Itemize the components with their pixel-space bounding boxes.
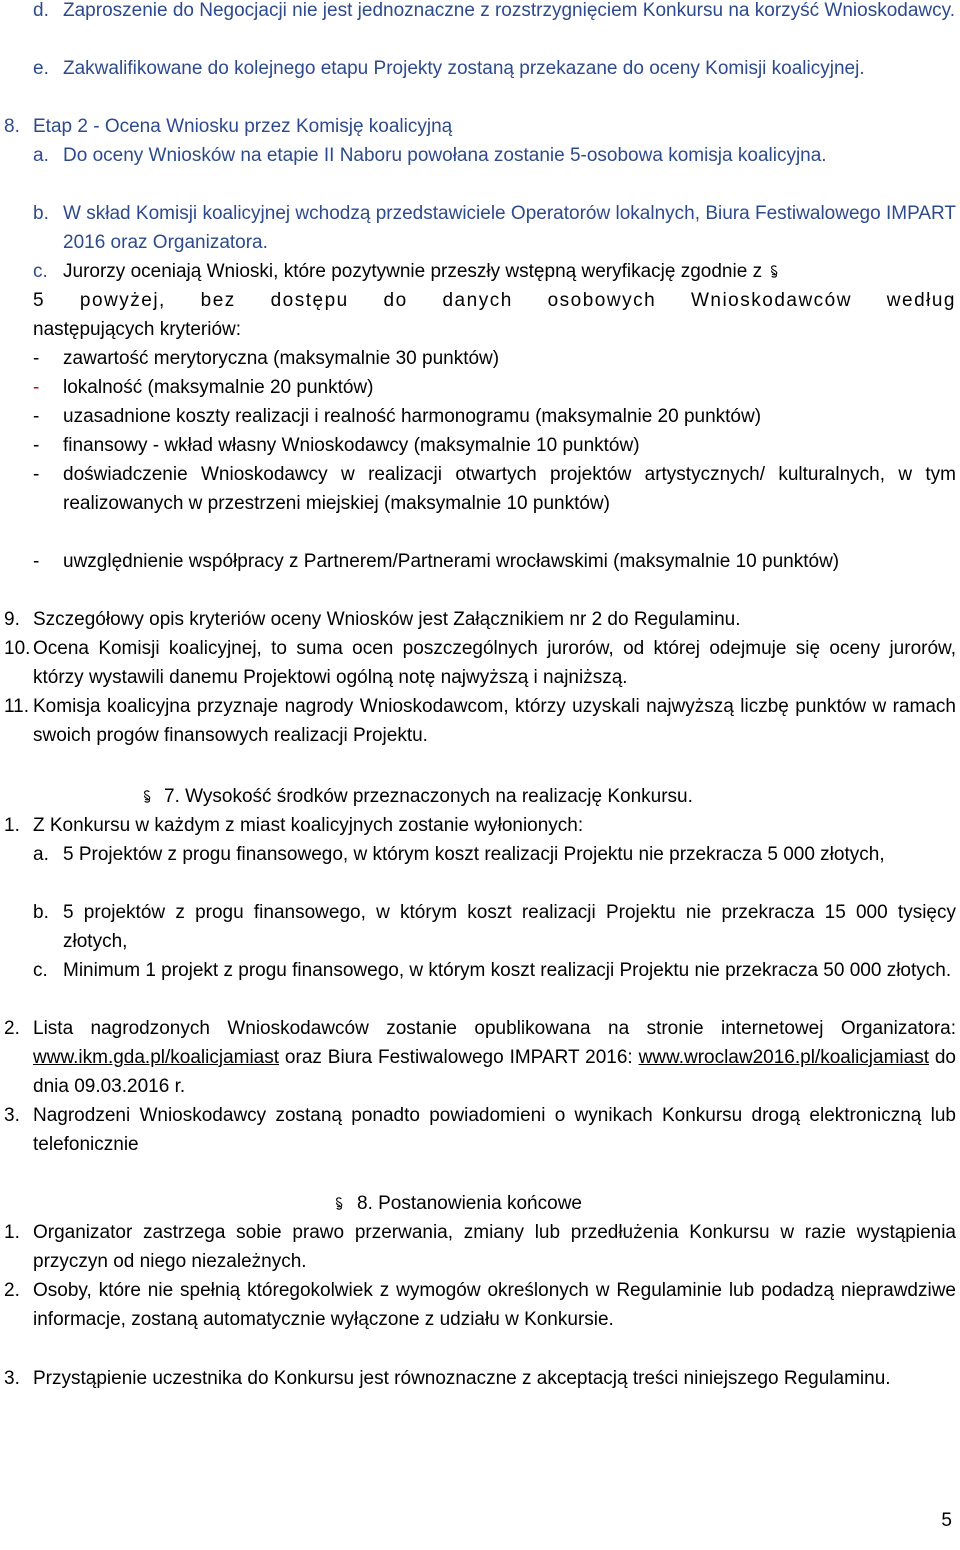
- dash: -: [33, 406, 40, 427]
- item-label: 1.: [4, 1222, 20, 1243]
- item-text: Minimum 1 projekt z progu finansowego, w którym koszt realizacji Projektu nie przekracza 50 000 złotych.: [63, 960, 952, 981]
- item-label: 11.: [4, 696, 30, 717]
- section-sign-icon: [142, 790, 152, 803]
- item-label: 8.: [4, 116, 20, 137]
- item-text: Przystąpienie uczestnika do Konkursu jest równoznaczne z akceptacją treści niniejszego Regulaminu.: [33, 1368, 891, 1389]
- item-text-line: 5 powyżej, bez dostępu do danych osobowych Wnioskodawców według: [33, 290, 956, 311]
- section-8-title: 8. Postanowienia końcowe: [357, 1193, 582, 1214]
- item-text: Etap 2 - Ocena Wniosku przez Komisję koalicyjną: [33, 116, 453, 137]
- dash: -: [33, 551, 40, 572]
- item-label: b.: [33, 203, 49, 224]
- item-label: 2.: [4, 1018, 20, 1039]
- item-label: 3.: [4, 1105, 20, 1126]
- dash: -: [33, 435, 40, 456]
- dash: -: [33, 377, 40, 398]
- item-text: 5 Projektów z progu finansowego, w którym koszt realizacji Projektu nie przekracza 5 000 złotych,: [63, 844, 885, 865]
- item-label: d.: [33, 0, 49, 21]
- criteria-text: uzasadnione koszty realizacji i realność harmonogramu (maksymalnie 20 punktów): [63, 406, 762, 427]
- item-text: Ocena Komisji koalicyjnej, to suma ocen poszczególnych jurorów, od której odejmuje się oceny jurorów, którzy wystawili danemu Projektowi ogólną notę najwyższą i najniższą.: [33, 638, 956, 688]
- item-label: 10.: [4, 638, 31, 659]
- item-label: a.: [33, 145, 49, 166]
- criteria-text: finansowy - wkład własny Wnioskodawcy (maksymalnie 10 punktów): [63, 435, 640, 456]
- criteria-text: doświadczenie Wnioskodawcy w realizacji otwartych projektów artystycznych/ kulturalnych, w tym realizowanych w przestrzeni miejskiej (maksymalnie 10 punktów): [63, 464, 956, 514]
- item-text: Do oceny Wniosków na etapie II Naboru powołana zostanie 5-osobowa komisja koalicyjna.: [63, 145, 827, 166]
- item-text: Komisja koalicyjna przyznaje nagrody Wnioskodawcom, którzy uzyskali najwyższą liczbę punktów w ramach swoich progów finansowych realizacji Projektu.: [33, 696, 956, 746]
- section-sign-icon: [769, 265, 779, 278]
- criteria-text: zawartość merytoryczna (maksymalnie 30 punktów): [63, 348, 500, 369]
- section-7-title: 7. Wysokość środków przeznaczonych na realizację Konkursu.: [164, 786, 693, 807]
- item-text: Zakwalifikowane do kolejnego etapu Projekty zostaną przekazane do oceny Komisji koalicyjnej.: [63, 58, 865, 79]
- dash: -: [33, 464, 40, 485]
- item-label: c.: [33, 261, 48, 282]
- item-text: Organizator zastrzega sobie prawo przerwania, zmiany lub przedłużenia Konkursu w razie wystąpienia przyczyn od niego niezależnych.: [33, 1222, 956, 1272]
- item-text: Lista nagrodzonych Wnioskodawców zostanie opublikowana na stronie internetowej Organizatora: www.ikm.gda.pl/koalicjamiast oraz Biura Festiwalowego IMPART 2016: www.wroclaw2016.pl/koalicjamiast do dnia 09.03.2016 r.: [33, 1018, 956, 1097]
- criteria-text: lokalność (maksymalnie 20 punktów): [63, 377, 374, 398]
- item-text: Zaproszenie do Negocjacji nie jest jednoznaczne z rozstrzygnięciem Konkursu na korzyść Wnioskodawcy.: [63, 0, 955, 21]
- dash: -: [33, 348, 40, 369]
- item-text: Szczegółowy opis kryteriów oceny Wniosków jest Załącznikiem nr 2 do Regulaminu.: [33, 609, 741, 630]
- item-text: Osoby, które nie spełnią któregokolwiek z wymogów określonych w Regulaminie lub podadzą nieprawdziwe informacje, zostaną automatycznie wyłączone z udziału w Konkursie.: [33, 1280, 956, 1330]
- item-label: b.: [33, 902, 49, 923]
- item-text-line: następujących kryteriów:: [33, 319, 242, 340]
- item-label: a.: [33, 844, 49, 865]
- item-label: 1.: [4, 815, 20, 836]
- ikm-link[interactable]: www.ikm.gda.pl/koalicjamiast: [33, 1047, 280, 1068]
- item-text-line: Jurorzy oceniają Wnioski, które pozytywnie przeszły wstępną weryfikację zgodnie z: [63, 257, 956, 286]
- section-sign-icon: [334, 1197, 344, 1210]
- item-label: e.: [33, 58, 49, 79]
- criteria-text: uwzględnienie współpracy z Partnerem/Partnerami wrocławskimi (maksymalnie 10 punktów): [63, 551, 840, 572]
- item-text: W skład Komisji koalicyjnej wchodzą przedstawiciele Operatorów lokalnych, Biura Festiwalowego IMPART 2016 oraz Organizatora.: [63, 203, 956, 253]
- item-label: 3.: [4, 1368, 20, 1389]
- item-text: Nagrodzeni Wnioskodawcy zostaną ponadto powiadomieni o wynikach Konkursu drogą elektroniczną lub telefonicznie: [33, 1105, 956, 1155]
- item-label: c.: [33, 960, 48, 981]
- item-text: 5 projektów z progu finansowego, w którym koszt realizacji Projektu nie przekracza 15 000 tysięcy złotych,: [63, 902, 956, 952]
- wroclaw2016-link[interactable]: www.wroclaw2016.pl/koalicjamiast: [638, 1047, 929, 1068]
- item-label: 2.: [4, 1280, 20, 1301]
- item-text: Z Konkursu w każdym z miast koalicyjnych zostanie wyłonionych:: [33, 815, 584, 836]
- item-label: 9.: [4, 609, 20, 630]
- page-number: 5: [941, 1510, 952, 1531]
